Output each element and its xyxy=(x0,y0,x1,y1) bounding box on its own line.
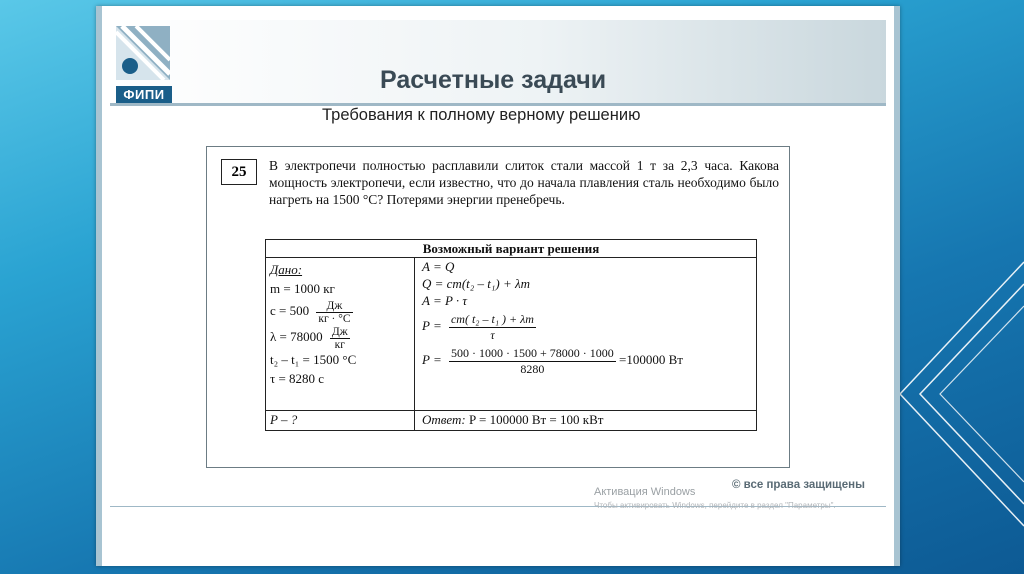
given-heat-capacity xyxy=(270,298,410,324)
answer-value: P = 100000 Вт = 100 кВт xyxy=(469,412,604,427)
power-result: =100000 Вт xyxy=(619,352,683,367)
given-mass: m = 1000 кг xyxy=(270,281,335,296)
formula-lhs: P = xyxy=(422,318,442,333)
latent-heat-value: λ = 78000 xyxy=(270,329,323,344)
solution-heading: Возможный вариант решения xyxy=(266,240,756,258)
power-formula xyxy=(449,312,536,343)
column-divider xyxy=(414,257,415,430)
given-title: Дано: xyxy=(270,262,303,277)
task-text: В электропечи полностью расплавили слиток стали массой 1 т за 2,3 часа. Какова мощность электропечи, если известно, что до начала плавления сталь необходимо было нагреть на 1500 °С? Потерями энергии пренебречь. xyxy=(269,158,779,207)
given-temperature-delta: t₂ – t₁ = 1500 °С xyxy=(270,352,357,367)
slide-title: Расчетные задачи xyxy=(380,66,607,94)
slide-subtitle: Требования к полному верному решению xyxy=(322,106,641,124)
slide-header xyxy=(110,20,886,106)
heat-capacity-unit-num: Дж xyxy=(316,300,352,313)
row-divider xyxy=(266,410,756,411)
solution-line-5 xyxy=(422,343,752,377)
slide-right-border xyxy=(894,6,900,566)
power-calculation-num: 500 · 1000 · 1500 + 78000 · 1000 xyxy=(450,345,614,360)
find-value: P – ? xyxy=(270,412,298,427)
given-time: τ = 8280 с xyxy=(270,371,325,386)
windows-activation-title: Активация Windows xyxy=(594,486,696,498)
latent-heat-unit xyxy=(330,326,350,351)
logo-text: ФИПИ xyxy=(116,86,172,104)
copyright-text: © все права защищены xyxy=(732,479,865,491)
slide xyxy=(96,6,900,566)
solution-line-2: Q = cm(t₂ – t₁) + λm xyxy=(422,276,531,291)
given-column xyxy=(270,260,410,388)
task-number: 25 xyxy=(221,159,257,185)
solution-line-4 xyxy=(422,309,752,343)
task-frame xyxy=(206,146,790,468)
heat-capacity-unit xyxy=(316,300,352,325)
solution-line-3: A = P · τ xyxy=(422,293,468,308)
calc-lhs: P = xyxy=(422,352,442,367)
heat-capacity-value: c = 500 xyxy=(270,303,310,318)
latent-heat-unit-num: Дж xyxy=(331,325,348,338)
latent-heat-unit-den: кг xyxy=(334,338,345,351)
power-formula-den: τ xyxy=(490,327,495,342)
heat-capacity-unit-den: кг · °С xyxy=(318,312,351,325)
solution-column xyxy=(422,258,752,377)
slide-left-border xyxy=(96,6,102,566)
power-calculation xyxy=(449,346,616,377)
answer xyxy=(422,412,603,428)
power-calculation-den: 8280 xyxy=(520,361,545,376)
solution-table xyxy=(265,239,757,431)
solution-line-1: A = Q xyxy=(422,259,455,274)
given-latent-heat xyxy=(270,324,410,350)
answer-label: Ответ: xyxy=(422,412,466,427)
windows-activation-hint: Чтобы активировать Windows, перейдите в раздел "Параметры". xyxy=(594,501,836,510)
fipi-logo-icon xyxy=(116,26,170,80)
power-formula-num: cm( t₂ – t₁ ) + λm xyxy=(450,311,534,326)
